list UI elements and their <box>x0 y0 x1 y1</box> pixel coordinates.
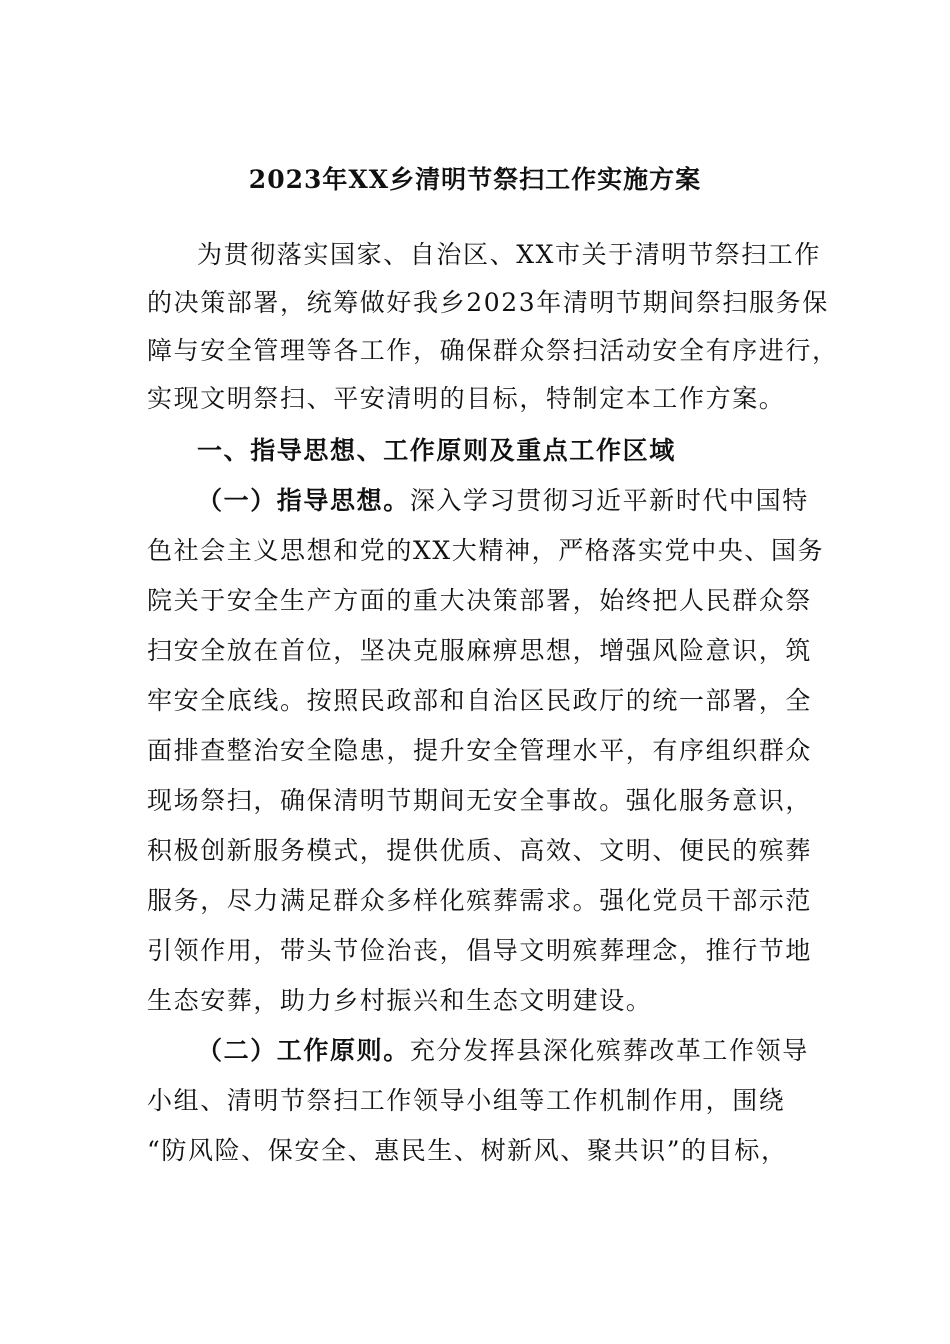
sub1-label: （一）指导思想。 <box>197 486 410 515</box>
intro-line-2: 的决策部署，统筹做好我乡2023年清明节期间祭扫服务保 <box>147 288 829 317</box>
sub2-first-line-text: 充分发挥县深化殡葬改革工作领导 <box>409 1036 809 1065</box>
intro-line-1: 为贯彻落实国家、自治区、XX市关于清明节祭扫工作 <box>197 240 821 269</box>
sub2-line: 小组、清明节祭扫工作领导小组等工作机制作用，围绕 <box>147 1086 786 1115</box>
sub2-first-line <box>197 1031 809 1071</box>
intro-line-4: 实现文明祭扫、平安清明的目标，特制定本工作方案。 <box>147 384 786 413</box>
sub1-line: 引领作用，带头节俭治丧，倡导文明殡葬理念，推行节地 <box>147 936 813 965</box>
sub1-line: 扫安全放在首位，坚决克服麻痹思想，增强风险意识，筑 <box>147 636 813 665</box>
sub1-line: 生态安葬，助力乡村振兴和生态文明建设。 <box>147 986 653 1015</box>
section-1-heading: 一、指导思想、工作原则及重点工作区域 <box>197 436 676 465</box>
sub1-line: 面排查整治安全隐患，提升安全管理水平，有序组织群众 <box>147 736 813 765</box>
sub1-line: 服务，尽力满足群众多样化殡葬需求。强化党员干部示范 <box>147 886 813 915</box>
sub1-first-line <box>197 481 809 521</box>
sub2-line: “防风险、保安全、惠民生、树新风、聚共识”的目标， <box>147 1136 788 1165</box>
sub1-line: 院关于安全生产方面的重大决策部署，始终把人民群众祭 <box>147 586 813 615</box>
sub1-line: 牢安全底线。按照民政部和自治区民政厅的统一部署，全 <box>147 686 813 715</box>
sub1-line: 现场祭扫，确保清明节期间无安全事故。强化服务意识， <box>147 786 813 815</box>
intro-line-3: 障与安全管理等各工作，确保群众祭扫活动安全有序进行， <box>147 336 839 365</box>
document-title: 2023年XX乡清明节祭扫工作实施方案 <box>248 165 702 194</box>
sub1-line: 色社会主义思想和党的XX大精神，严格落实党中央、国务 <box>147 536 825 565</box>
sub1-first-line-text: 深入学习贯彻习近平新时代中国特 <box>409 486 809 515</box>
sub1-line: 积极创新服务模式，提供优质、高效、文明、便民的殡葬 <box>147 836 813 865</box>
sub2-label: （二）工作原则。 <box>197 1036 410 1065</box>
